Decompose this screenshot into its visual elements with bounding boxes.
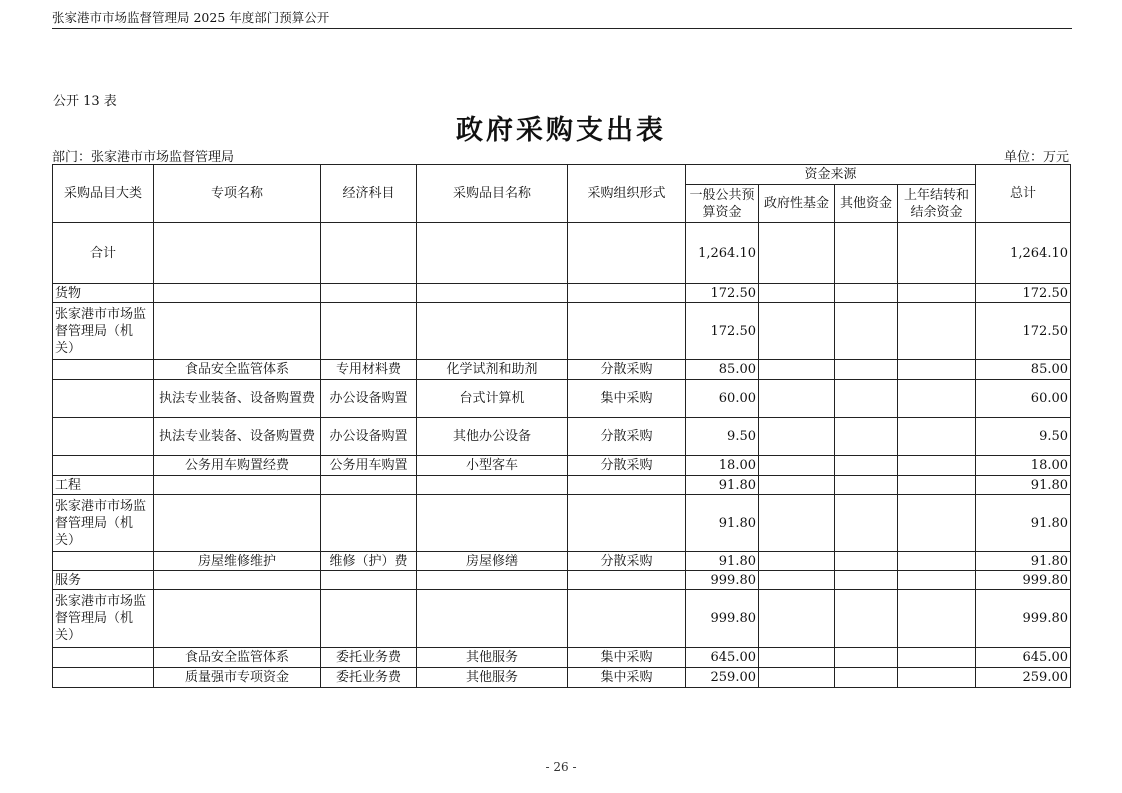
cell-total: 91.80: [976, 495, 1071, 552]
cell-project: [154, 476, 321, 495]
cell-general: 18.00: [686, 456, 759, 476]
cell-econ: 办公设备购置: [321, 380, 417, 418]
cell-carryover: [898, 284, 976, 303]
table-number: 公开 13 表: [53, 94, 117, 109]
cell-total: 18.00: [976, 456, 1071, 476]
cell-form: [568, 590, 686, 648]
cell-general: 91.80: [686, 495, 759, 552]
cell-form: 集中采购: [568, 380, 686, 418]
cell-gov-fund: [759, 590, 835, 648]
cell-carryover: [898, 303, 976, 360]
cell-other: [835, 223, 898, 284]
document-running-header: 张家港市市场监督管理局 2025 年度部门预算公开: [52, 9, 1072, 29]
col-header-form: 采购组织形式: [568, 165, 686, 223]
cell-general: 999.80: [686, 590, 759, 648]
cell-item: 化学试剂和助剂: [417, 360, 568, 380]
cell-item: 其他办公设备: [417, 418, 568, 456]
cell-item: [417, 476, 568, 495]
cell-form: [568, 476, 686, 495]
cell-form: 集中采购: [568, 648, 686, 668]
table-row: [53, 303, 1071, 360]
page-title: 政府采购支出表: [456, 115, 666, 146]
cell-carryover: [898, 552, 976, 571]
col-header-item: 采购品目名称: [417, 165, 568, 223]
cell-general: 9.50: [686, 418, 759, 456]
cell-item: [417, 284, 568, 303]
cell-econ: [321, 590, 417, 648]
cell-item: [417, 223, 568, 284]
cell-category: 服务: [53, 571, 154, 590]
table-body: [53, 223, 1071, 688]
cell-form: [568, 223, 686, 284]
cell-other: [835, 476, 898, 495]
cell-other: [835, 418, 898, 456]
cell-carryover: [898, 223, 976, 284]
cell-project: 执法专业装备、设备购置费: [154, 380, 321, 418]
cell-category: 张家港市市场监督管理局（机关）: [53, 303, 154, 360]
cell-project: 房屋维修维护: [154, 552, 321, 571]
cell-total: 60.00: [976, 380, 1071, 418]
cell-other: [835, 668, 898, 688]
cell-total: 259.00: [976, 668, 1071, 688]
cell-carryover: [898, 360, 976, 380]
cell-form: [568, 495, 686, 552]
cell-general: 999.80: [686, 571, 759, 590]
cell-item: 其他服务: [417, 648, 568, 668]
page-number: - 26 -: [545, 760, 577, 774]
cell-total: 91.80: [976, 552, 1071, 571]
cell-general: 259.00: [686, 668, 759, 688]
cell-carryover: [898, 418, 976, 456]
col-header-other: 其他资金: [835, 185, 898, 223]
cell-total: 172.50: [976, 303, 1071, 360]
cell-form: 分散采购: [568, 360, 686, 380]
cell-gov-fund: [759, 495, 835, 552]
cell-project: [154, 590, 321, 648]
cell-carryover: [898, 648, 976, 668]
cell-econ: 委托业务费: [321, 648, 417, 668]
cell-form: [568, 284, 686, 303]
cell-category: 工程: [53, 476, 154, 495]
cell-econ: 专用材料费: [321, 360, 417, 380]
cell-carryover: [898, 456, 976, 476]
cell-category: [53, 418, 154, 456]
cell-econ: 委托业务费: [321, 668, 417, 688]
cell-other: [835, 552, 898, 571]
table-row: [53, 590, 1071, 648]
cell-gov-fund: [759, 456, 835, 476]
cell-total: 85.00: [976, 360, 1071, 380]
cell-gov-fund: [759, 360, 835, 380]
cell-category: [53, 360, 154, 380]
col-header-general: 一般公共预算资金: [686, 185, 759, 223]
cell-form: 分散采购: [568, 418, 686, 456]
table-row: [53, 495, 1071, 552]
col-header-project: 专项名称: [154, 165, 321, 223]
cell-category: 张家港市市场监督管理局（机关）: [53, 590, 154, 648]
cell-carryover: [898, 495, 976, 552]
cell-form: [568, 571, 686, 590]
cell-project: 食品安全监管体系: [154, 360, 321, 380]
col-header-carryover: 上年结转和结余资金: [898, 185, 976, 223]
unit-label: 单位：万元: [1003, 150, 1069, 165]
cell-category: [53, 552, 154, 571]
cell-general: 91.80: [686, 552, 759, 571]
cell-carryover: [898, 668, 976, 688]
cell-general: 645.00: [686, 648, 759, 668]
cell-category: [53, 648, 154, 668]
cell-other: [835, 590, 898, 648]
cell-project: 食品安全监管体系: [154, 648, 321, 668]
cell-other: [835, 571, 898, 590]
cell-item: [417, 571, 568, 590]
cell-project: [154, 223, 321, 284]
table-row: [53, 648, 1071, 668]
cell-econ: [321, 495, 417, 552]
cell-carryover: [898, 380, 976, 418]
cell-gov-fund: [759, 380, 835, 418]
table-row: [53, 552, 1071, 571]
department-label: 部门：张家港市市场监督管理局: [52, 150, 235, 165]
cell-gov-fund: [759, 571, 835, 590]
table-row: [53, 418, 1071, 456]
cell-econ: [321, 223, 417, 284]
cell-gov-fund: [759, 552, 835, 571]
cell-other: [835, 495, 898, 552]
cell-item: [417, 590, 568, 648]
cell-carryover: [898, 571, 976, 590]
cell-total: 9.50: [976, 418, 1071, 456]
cell-econ: [321, 571, 417, 590]
cell-total: 999.80: [976, 590, 1071, 648]
cell-other: [835, 456, 898, 476]
col-header-fund-source: 资金来源: [686, 165, 976, 185]
procurement-expenditure-table: [52, 164, 1071, 688]
cell-econ: [321, 476, 417, 495]
cell-total: 91.80: [976, 476, 1071, 495]
cell-item: 房屋修缮: [417, 552, 568, 571]
cell-econ: 维修（护）费: [321, 552, 417, 571]
table-row: [53, 223, 1071, 284]
cell-category: [53, 456, 154, 476]
cell-project: [154, 495, 321, 552]
cell-form: 集中采购: [568, 668, 686, 688]
cell-other: [835, 360, 898, 380]
cell-carryover: [898, 476, 976, 495]
cell-category: 合计: [53, 223, 154, 284]
cell-total: 645.00: [976, 648, 1071, 668]
cell-other: [835, 303, 898, 360]
cell-total: 999.80: [976, 571, 1071, 590]
cell-gov-fund: [759, 476, 835, 495]
table-row: [53, 284, 1071, 303]
cell-item: 其他服务: [417, 668, 568, 688]
cell-project: [154, 284, 321, 303]
cell-general: 60.00: [686, 380, 759, 418]
cell-gov-fund: [759, 284, 835, 303]
cell-project: 执法专业装备、设备购置费: [154, 418, 321, 456]
cell-item: 小型客车: [417, 456, 568, 476]
cell-gov-fund: [759, 648, 835, 668]
cell-other: [835, 648, 898, 668]
cell-general: 91.80: [686, 476, 759, 495]
cell-item: [417, 495, 568, 552]
cell-total: 1,264.10: [976, 223, 1071, 284]
cell-econ: 办公设备购置: [321, 418, 417, 456]
cell-project: 质量强市专项资金: [154, 668, 321, 688]
cell-other: [835, 380, 898, 418]
cell-econ: [321, 303, 417, 360]
cell-other: [835, 284, 898, 303]
cell-general: 1,264.10: [686, 223, 759, 284]
cell-category: [53, 668, 154, 688]
table-row: [53, 571, 1071, 590]
cell-project: 公务用车购置经费: [154, 456, 321, 476]
col-header-econ: 经济科目: [321, 165, 417, 223]
cell-econ: 公务用车购置: [321, 456, 417, 476]
table-row: [53, 360, 1071, 380]
table-row: [53, 380, 1071, 418]
cell-project: [154, 571, 321, 590]
cell-form: 分散采购: [568, 456, 686, 476]
table-row: [53, 668, 1071, 688]
col-header-category: 采购品目大类: [53, 165, 154, 223]
cell-item: [417, 303, 568, 360]
cell-gov-fund: [759, 303, 835, 360]
col-header-total: 总计: [976, 165, 1071, 223]
cell-category: [53, 380, 154, 418]
col-header-gov-fund: 政府性基金: [759, 185, 835, 223]
table-row: [53, 456, 1071, 476]
cell-carryover: [898, 590, 976, 648]
cell-category: 张家港市市场监督管理局（机关）: [53, 495, 154, 552]
cell-econ: [321, 284, 417, 303]
cell-gov-fund: [759, 223, 835, 284]
cell-general: 172.50: [686, 284, 759, 303]
cell-form: 分散采购: [568, 552, 686, 571]
cell-general: 172.50: [686, 303, 759, 360]
cell-form: [568, 303, 686, 360]
cell-gov-fund: [759, 668, 835, 688]
cell-general: 85.00: [686, 360, 759, 380]
cell-item: 台式计算机: [417, 380, 568, 418]
cell-total: 172.50: [976, 284, 1071, 303]
table-row: [53, 476, 1071, 495]
cell-gov-fund: [759, 418, 835, 456]
cell-category: 货物: [53, 284, 154, 303]
cell-project: [154, 303, 321, 360]
